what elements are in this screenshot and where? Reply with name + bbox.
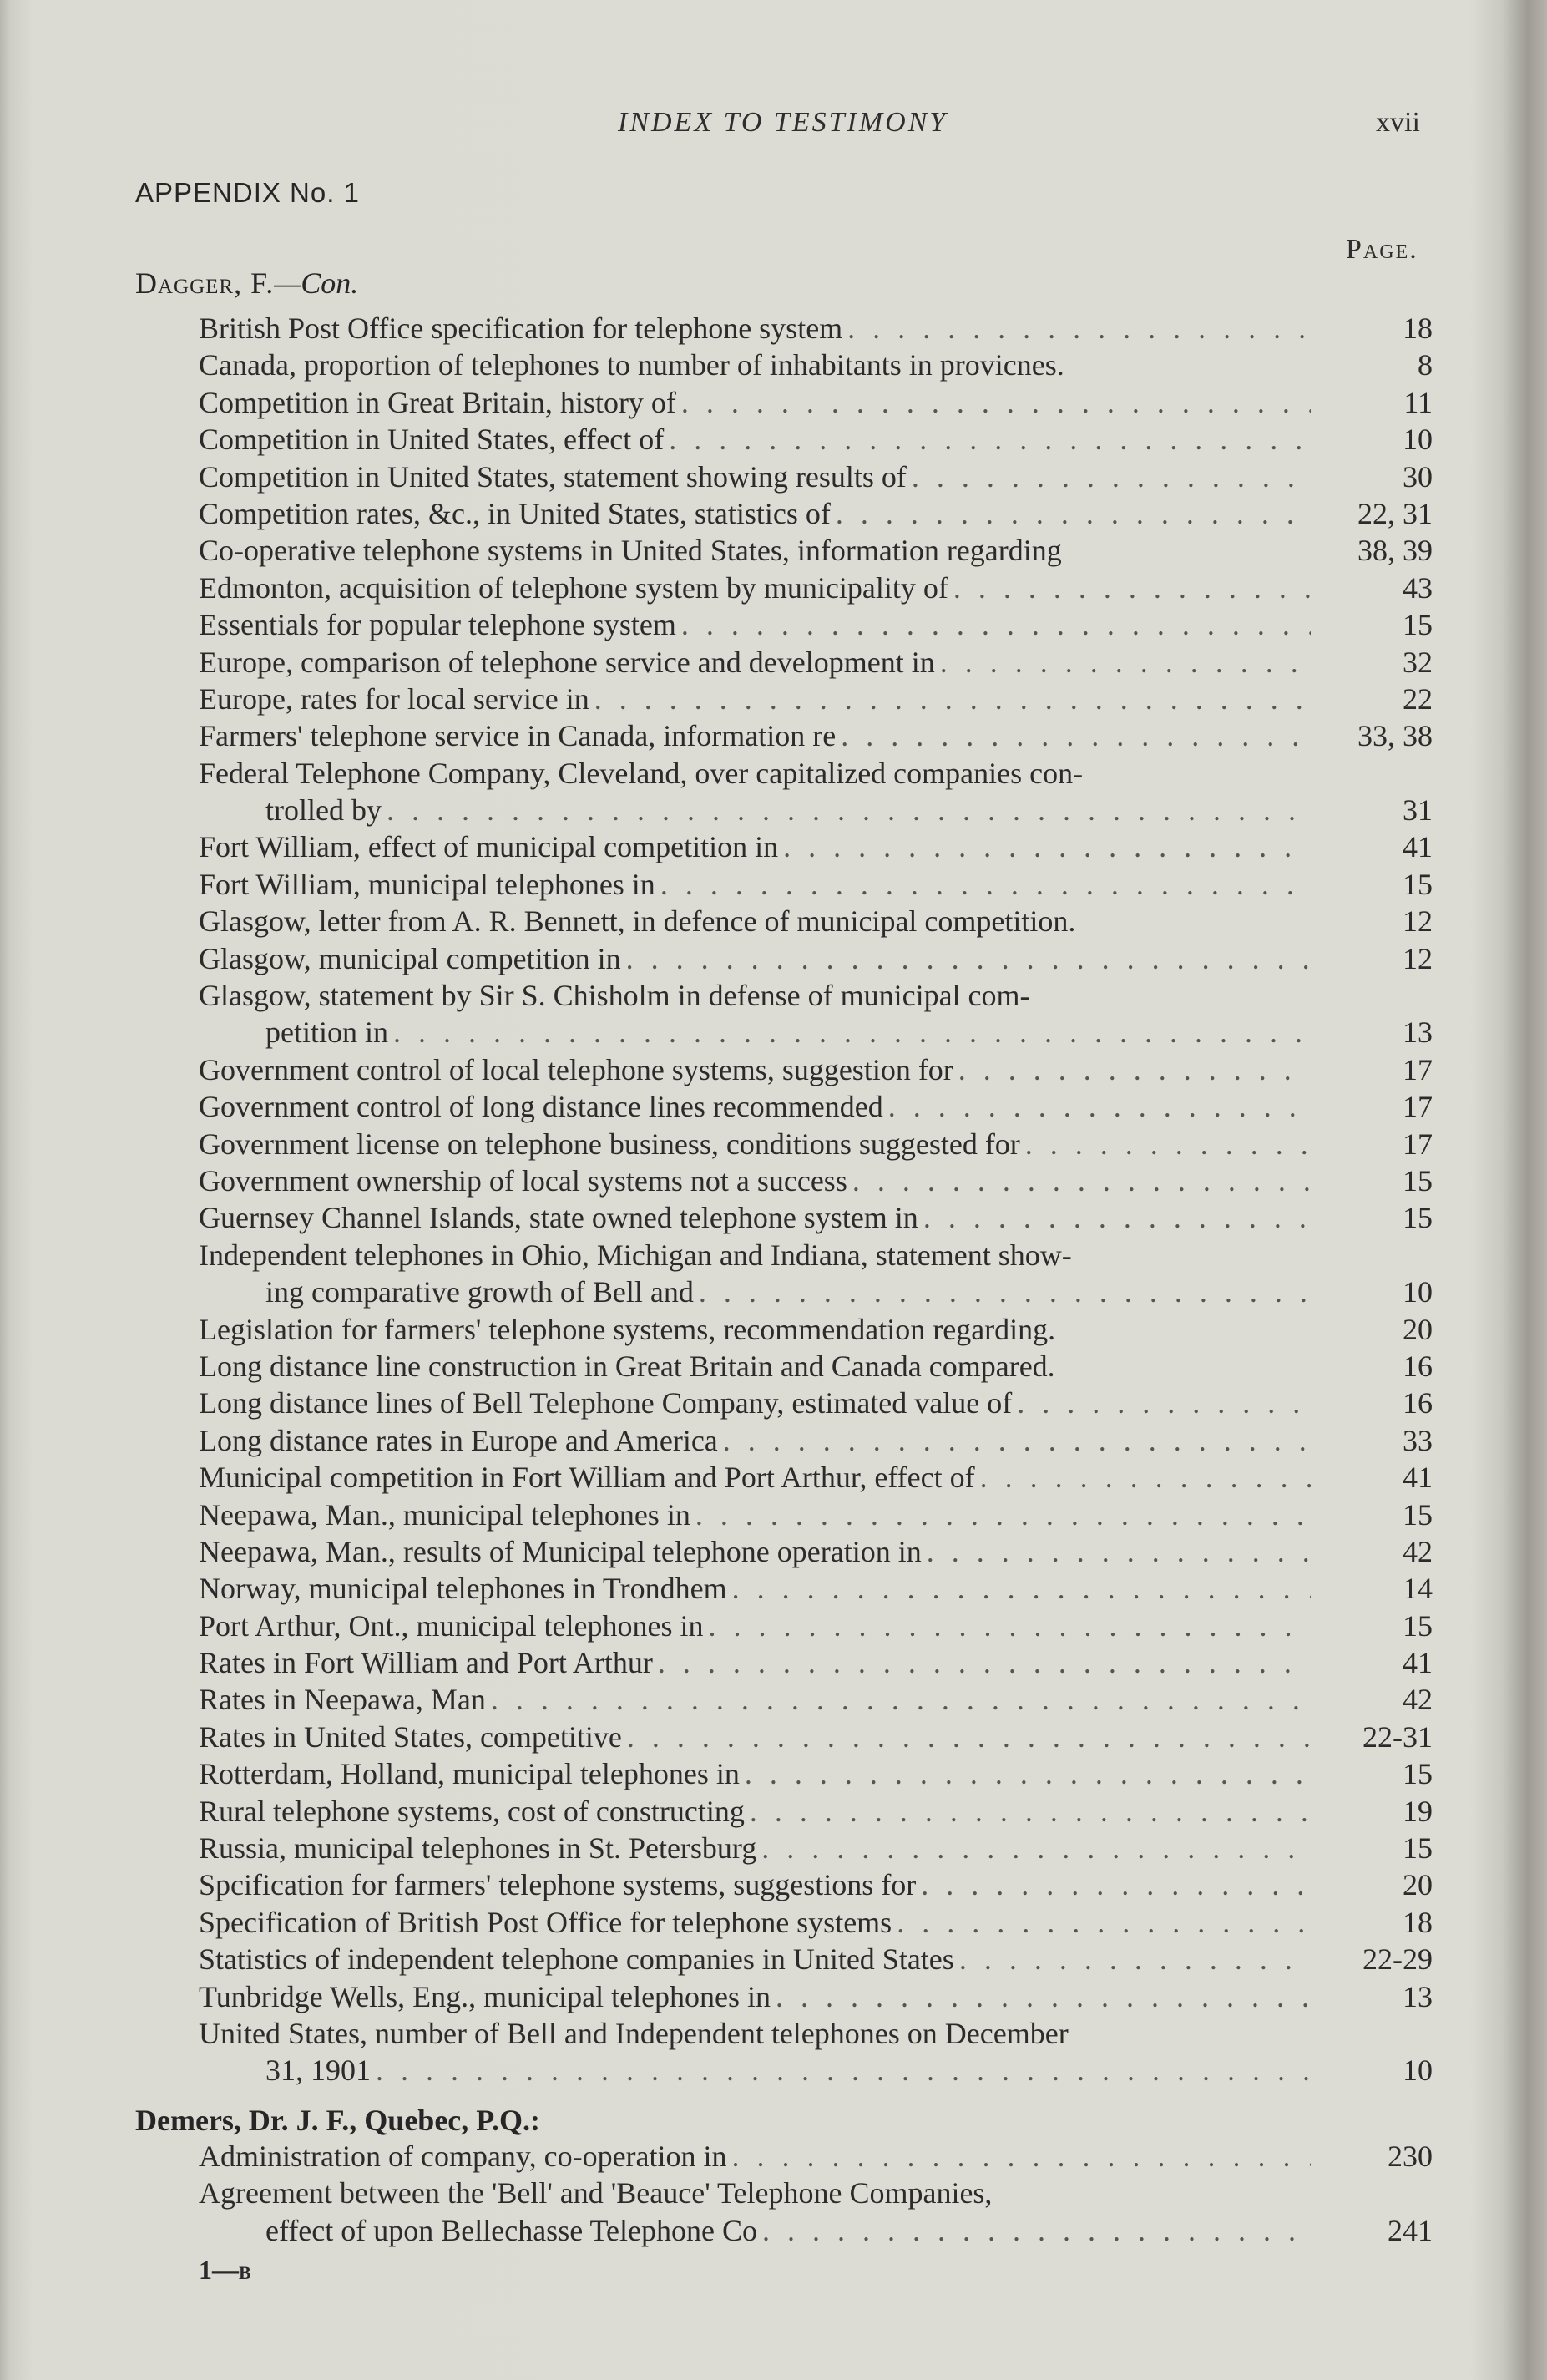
leader-dots (708, 1608, 1311, 1644)
entry-page-number: 13 (1403, 1015, 1433, 1050)
leader-dots (669, 421, 1311, 458)
entry-text: Co-operative telephone systems in United States, information regarding (199, 534, 1062, 568)
entry-page-number: 42 (1403, 1534, 1433, 1568)
entry-page-number: 15 (1403, 1831, 1433, 1866)
index-entry (199, 1385, 1433, 1421)
entry-page-number: 18 (1403, 311, 1433, 345)
entry-page-number: 19 (1403, 1794, 1433, 1828)
leader-dots (836, 495, 1311, 532)
entry-text: Rotterdam, Holland, municipal telephones in (199, 1757, 740, 1791)
leader-dots (776, 1978, 1311, 2015)
index-entry (199, 1570, 1433, 1607)
entry-text: Europe, rates for local service in (199, 681, 589, 716)
entry-text-continued: effect of upon Bellechasse Telephone Co (265, 2213, 757, 2247)
entry-page-number: 41 (1403, 1646, 1433, 1680)
index-entry (199, 828, 1433, 865)
entry-text: Competition in United States, statement showing results of (199, 459, 907, 494)
entry-page-number: 15 (1403, 608, 1433, 642)
entry-page-number: 17 (1403, 1052, 1433, 1086)
entry-page-number: 15 (1403, 1497, 1433, 1532)
index-entry (199, 1126, 1433, 1162)
leader-dots (393, 1014, 1311, 1051)
entry-text-continued: 31, 1901 (265, 2053, 371, 2088)
page-folio: xvii (1376, 107, 1420, 138)
entry-page-number: 22, 31 (1357, 496, 1433, 530)
section-cont: —Con. (274, 266, 359, 300)
section-name: Dagger, F. (135, 266, 275, 300)
leader-dots (699, 1274, 1311, 1310)
entry-text: Fort William, effect of municipal competition in (199, 830, 779, 864)
entry-page-number: 12 (1403, 941, 1433, 975)
entry-page-number: 20 (1403, 1312, 1433, 1346)
entry-text: Edmonton, acquisition of telephone system by municipality of (199, 570, 948, 605)
leader-dots (376, 2052, 1311, 2089)
leader-dots (852, 1162, 1311, 1199)
entry-text: Europe, comparison of telephone service and development in (199, 645, 935, 679)
leader-dots (723, 1422, 1311, 1459)
index-entry (199, 1088, 1433, 1125)
leader-dots (888, 1088, 1311, 1125)
leader-dots (923, 1199, 1311, 1236)
entry-page-number: 33 (1403, 1423, 1433, 1457)
entry-text: Farmers' telephone service in Canada, information re (199, 719, 837, 753)
entry-text: Norway, municipal telephones in Trondhem (199, 1572, 727, 1606)
index-entry (199, 1348, 1433, 1385)
index-entry (199, 1533, 1433, 1570)
entry-page-number: 42 (1403, 1683, 1433, 1717)
entry-page-number: 22-29 (1362, 1942, 1433, 1977)
entry-text: Rates in Fort William and Port Arthur (199, 1646, 653, 1680)
entry-text: Long distance rates in Europe and America (199, 1423, 718, 1457)
entry-page-number: 43 (1403, 570, 1433, 605)
entry-page-number: 41 (1403, 1461, 1433, 1495)
leader-dots (921, 1866, 1311, 1903)
entry-text: Rates in Neepawa, Man (199, 1683, 486, 1717)
leader-dots (847, 310, 1311, 347)
entry-text: Government control of long distance lines recommended (199, 1090, 883, 1124)
entry-page-number: 8 (1418, 348, 1433, 382)
leader-dots (940, 644, 1311, 681)
entry-page-number: 16 (1403, 1386, 1433, 1420)
entry-page-number: 15 (1403, 1201, 1433, 1235)
entry-text: United States, number of Bell and Independent telephones on December (199, 2016, 1069, 2050)
index-entry (199, 1941, 1433, 1977)
signature-letter: b (239, 2255, 251, 2285)
index-entry (199, 1830, 1433, 1866)
entry-page-number: 10 (1403, 423, 1433, 457)
entry-text: Agreement between the 'Bell' and 'Beauce' Telephone Companies, (199, 2176, 993, 2210)
entry-text: Long distance line construction in Great Britain and Canada compared. (199, 1349, 1055, 1383)
index-entry (199, 1162, 1433, 1199)
leader-dots (761, 1830, 1311, 1866)
leader-dots (491, 1681, 1311, 1718)
index-entry (199, 1051, 1433, 1088)
entry-text: Fort William, municipal telephones in (199, 867, 655, 901)
index-entry (199, 1311, 1433, 1348)
entry-text: Administration of company, co-operation in (199, 2139, 727, 2173)
entry-text: Guernsey Channel Islands, state owned telephone system in (199, 1201, 918, 1235)
entry-page-number: 41 (1403, 830, 1433, 864)
index-entry (199, 458, 1433, 495)
index-entry (199, 1422, 1433, 1459)
index-entry (199, 1719, 1433, 1755)
entry-page-number: 12 (1403, 904, 1433, 939)
leader-dots (681, 606, 1311, 643)
index-entry (199, 1904, 1433, 1941)
leader-dots (783, 828, 1311, 865)
entry-text: Specification of British Post Office for telephone systems (199, 1905, 892, 1939)
index-entry (199, 1199, 1433, 1236)
index-entry (199, 681, 1433, 717)
entry-page-number: 13 (1403, 1979, 1433, 2013)
leader-dots (732, 2138, 1311, 2175)
index-entry (199, 310, 1433, 347)
entry-page-number: 17 (1403, 1127, 1433, 1161)
entry-text: Canada, proportion of telephones to number of inhabitants in provicnes. (199, 348, 1064, 382)
entry-page-number: 22 (1403, 681, 1433, 716)
entry-page-number: 33, 38 (1357, 719, 1433, 753)
leader-dots (959, 1941, 1311, 1977)
leader-dots (841, 717, 1311, 754)
leader-dots (745, 1755, 1311, 1792)
entry-text: British Post Office specification for telephone system (199, 311, 843, 345)
entry-text: Legislation for farmers' telephone systems, recommendation regarding. (199, 1312, 1056, 1346)
index-entry (199, 1608, 1433, 1644)
leader-dots (958, 1051, 1311, 1088)
entry-text: Competition rates, &c., in United States, statistics of (199, 496, 831, 530)
entry-text-continued: ing comparative growth of Bell and (265, 1275, 694, 1309)
index-entry (199, 384, 1433, 421)
index-entry (199, 421, 1433, 458)
entry-page-number: 241 (1388, 2213, 1433, 2247)
index-entry (199, 570, 1433, 606)
entry-text: Port Arthur, Ont., municipal telephones in (199, 1608, 704, 1643)
index-entry (199, 1496, 1433, 1533)
leader-dots (912, 458, 1311, 495)
entry-page-number: 22-31 (1362, 1719, 1433, 1754)
entry-text: Essentials for popular telephone system (199, 608, 676, 642)
entry-page-number: 15 (1403, 1757, 1433, 1791)
entry-text: Long distance lines of Bell Telephone Company, estimated value of (199, 1386, 1013, 1420)
entry-text: Competition in United States, effect of (199, 423, 665, 457)
leader-dots (732, 1570, 1311, 1607)
section-heading-dagger (135, 266, 358, 301)
entry-page-number: 30 (1403, 459, 1433, 494)
entry-page-number: 15 (1403, 1163, 1433, 1198)
index-entry (199, 2138, 1433, 2175)
index-entry (199, 940, 1433, 977)
index-entry (199, 495, 1433, 532)
index-entry (199, 1237, 1433, 1311)
entry-text: Municipal competition in Fort William and Port Arthur, effect of (199, 1461, 975, 1495)
running-head: INDEX TO TESTIMONY (618, 107, 948, 138)
index-entry (199, 606, 1433, 643)
leader-dots (927, 1533, 1311, 1570)
index-entry (199, 2015, 1433, 2089)
entry-text-continued: trolled by (265, 793, 382, 828)
entry-text: Glasgow, municipal competition in (199, 941, 621, 975)
index-entry (199, 1866, 1433, 1903)
index-entry (199, 1644, 1433, 1681)
entry-page-number: 32 (1403, 645, 1433, 679)
index-entry (199, 866, 1433, 903)
leader-dots (387, 792, 1311, 828)
leader-dots (762, 2212, 1311, 2249)
entry-text: Glasgow, letter from A. R. Bennett, in defence of municipal competition. (199, 904, 1076, 939)
entry-text: Neepawa, Man., results of Municipal telephone operation in (199, 1534, 922, 1568)
index-entry (199, 755, 1433, 829)
entry-text: Rates in United States, competitive (199, 1719, 622, 1754)
index-entry (199, 1681, 1433, 1718)
index-entry (199, 1459, 1433, 1496)
entry-text: Competition in Great Britain, history of (199, 385, 676, 419)
index-entry (199, 903, 1433, 939)
leader-dots (1025, 1126, 1311, 1162)
entry-page-number: 15 (1403, 867, 1433, 901)
index-entry (199, 1978, 1433, 2015)
leader-dots (1017, 1385, 1311, 1421)
index-entry (199, 347, 1433, 383)
entry-text: Government control of local telephone systems, suggestion for (199, 1052, 953, 1086)
index-entry (199, 1793, 1433, 1830)
signature-number: 1— (199, 2255, 239, 2285)
leader-dots (658, 1644, 1311, 1681)
entry-page-number: 16 (1403, 1349, 1433, 1383)
entry-page-number: 15 (1403, 1608, 1433, 1643)
index-entries-dagger (199, 310, 1433, 2089)
entry-page-number: 10 (1403, 2053, 1433, 2088)
entry-page-number: 11 (1403, 385, 1433, 419)
entry-text: Tunbridge Wells, Eng., municipal telephones in (199, 1979, 771, 2013)
leader-dots (953, 570, 1311, 606)
entry-text: Federal Telephone Company, Cleveland, over capitalized companies con- (199, 756, 1084, 790)
entry-page-number: 20 (1403, 1868, 1433, 1902)
entry-page-number: 38, 39 (1357, 534, 1433, 568)
index-entry (199, 644, 1433, 681)
leader-dots (750, 1793, 1311, 1830)
entry-text: Statistics of independent telephone companies in United States (199, 1942, 954, 1977)
entry-text: Independent telephones in Ohio, Michigan and Indiana, statement show- (199, 1238, 1072, 1272)
entry-page-number: 14 (1403, 1572, 1433, 1606)
entry-text: Spcification for farmers' telephone systems, suggestions for (199, 1868, 917, 1902)
entry-text: Government ownership of local systems not a success (199, 1163, 847, 1198)
leader-dots (695, 1496, 1311, 1533)
entry-text: Glasgow, statement by Sir S. Chisholm in defense of municipal com- (199, 979, 1030, 1013)
entry-page-number: 31 (1403, 793, 1433, 828)
entry-page-number: 17 (1403, 1090, 1433, 1124)
entry-page-number: 18 (1403, 1905, 1433, 1939)
index-entry (199, 2175, 1433, 2249)
entry-text: Government license on telephone business, conditions suggested for (199, 1127, 1020, 1161)
entry-text: Neepawa, Man., municipal telephones in (199, 1497, 690, 1532)
index-entry (199, 532, 1433, 569)
leader-dots (681, 384, 1311, 421)
entry-text-continued: petition in (265, 1015, 388, 1050)
index-entry (199, 717, 1433, 754)
leader-dots (897, 1904, 1311, 1941)
leader-dots (660, 866, 1311, 903)
entry-page-number: 230 (1388, 2139, 1433, 2173)
signature-mark (199, 2255, 251, 2286)
page-column-label: Page. (1346, 234, 1418, 265)
leader-dots (594, 681, 1311, 717)
leader-dots (627, 1719, 1311, 1755)
entry-text: Russia, municipal telephones in St. Petersburg (199, 1831, 757, 1866)
entry-text: Rural telephone systems, cost of constructing (199, 1794, 745, 1828)
index-entry (199, 977, 1433, 1051)
leader-dots (626, 940, 1311, 977)
leader-dots (980, 1459, 1311, 1496)
section-heading-demers: Demers, Dr. J. F., Quebec, P.Q.: (135, 2104, 540, 2137)
appendix-label: APPENDIX No. 1 (135, 177, 360, 208)
index-entry (199, 1755, 1433, 1792)
entry-page-number: 10 (1403, 1275, 1433, 1309)
index-entries-demers (199, 2138, 1433, 2249)
